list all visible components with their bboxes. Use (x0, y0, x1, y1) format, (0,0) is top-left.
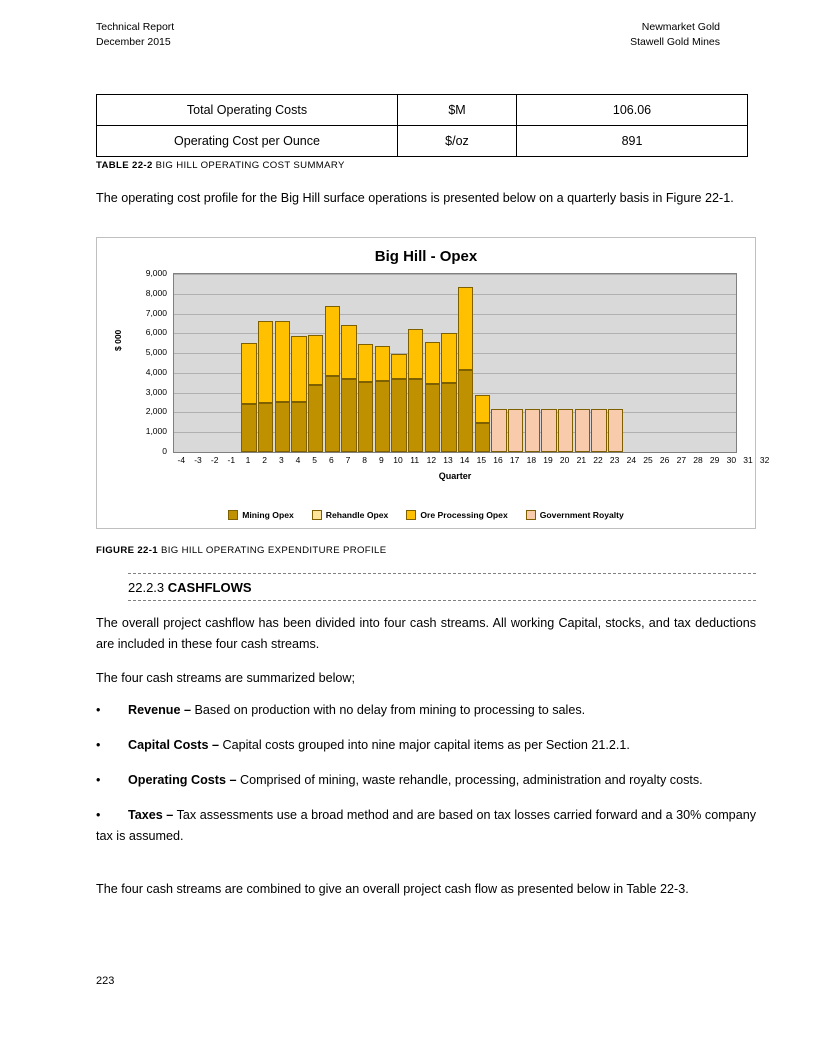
chart-x-tick: 11 (410, 455, 420, 465)
chart-bar-segment (458, 287, 473, 370)
list-item-desc: Capital costs grouped into nine major capital items as per Section 21.2.1. (218, 738, 630, 752)
chart-legend-item (228, 510, 294, 520)
chart-bar-segment (475, 423, 490, 452)
chart-x-tick-labels (173, 455, 770, 469)
chart-legend-item (312, 510, 389, 520)
chart-bar (508, 409, 523, 452)
list-item-text (96, 700, 756, 721)
chart-bar (341, 325, 356, 452)
chart-legend-label: Rehandle Opex (325, 510, 389, 520)
table-caption-number: TABLE 22-2 (96, 160, 153, 171)
list-item-text (96, 735, 756, 756)
list-item (96, 805, 756, 847)
chart-x-tick: 9 (378, 455, 384, 465)
running-head-left (96, 20, 174, 50)
paragraph-cashflow: The overall project cashflow has been divided into four cash streams. All working Capital, stocks, and tax deductions are included in these four cash streams. (96, 616, 756, 651)
chart-y-tick: 8,000 (145, 287, 167, 298)
list-item-text (96, 805, 756, 847)
chart-bar (391, 354, 406, 452)
chart-y-tick: 7,000 (145, 307, 167, 318)
chart-bar (591, 409, 606, 452)
chart-x-tick: 16 (493, 455, 503, 465)
list-item (96, 735, 756, 756)
chart-bar (375, 346, 390, 452)
chart-x-tick: 25 (643, 455, 653, 465)
chart-y-tick: 5,000 (145, 347, 167, 358)
bullet-marker: • (96, 808, 101, 822)
chart-bar-segment (408, 379, 423, 452)
chart-bar-segment (441, 383, 456, 452)
figure-big-hill-opex (96, 237, 770, 529)
chart-bar-segment (375, 381, 390, 452)
chart-bar-segment (291, 402, 306, 452)
bullet-marker: • (96, 738, 101, 752)
list-item (96, 770, 756, 791)
row-unit: $M (398, 95, 517, 126)
chart-x-tick: 4 (295, 455, 301, 465)
row-value: 891 (517, 126, 748, 157)
chart-x-tick: 17 (509, 455, 520, 465)
chart-bar-segment (491, 409, 506, 452)
chart-x-tick: 14 (459, 455, 470, 465)
chart-bar-segment (325, 306, 340, 376)
list-item-label: Capital Costs – (128, 738, 219, 752)
chart-legend-swatch (228, 510, 238, 520)
chart-bar-segment (241, 343, 256, 403)
chart-bar-segment (508, 409, 523, 452)
chart-legend-swatch (406, 510, 416, 520)
list-item-desc: Comprised of mining, waste rehandle, processing, administration and royalty costs. (236, 773, 703, 787)
running-head (96, 20, 720, 50)
list-item-label: Revenue – (128, 703, 191, 717)
list-item-desc: Tax assessments use a broad method and are based on tax losses carried forward and a 30% company tax is assumed. (96, 808, 756, 843)
chart-bar (541, 409, 556, 452)
chart-bar-segment (575, 409, 590, 452)
chart-bar (325, 306, 340, 452)
chart-x-tick: -4 (177, 455, 186, 465)
chart-legend (97, 510, 755, 520)
chart-bar-segment (325, 376, 340, 452)
chart-y-tick-labels (129, 268, 169, 456)
chart-bar-segment (291, 336, 306, 401)
chart-legend-label: Mining Opex (242, 510, 294, 520)
chart-bar-segment (541, 409, 556, 452)
row-unit: $/oz (398, 126, 517, 157)
chart-x-tick: 23 (609, 455, 620, 465)
chart-bar-segment (475, 395, 490, 424)
chart-bar (441, 333, 456, 452)
section-heading (128, 574, 756, 600)
figure-caption-number: FIGURE 22-1 (96, 545, 158, 556)
chart-bar-segment (375, 346, 390, 381)
chart-y-tick: 6,000 (145, 327, 167, 338)
chart-x-tick: -2 (210, 455, 219, 465)
chart-legend-label: Ore Processing Opex (420, 510, 508, 520)
chart-x-tick: 24 (626, 455, 637, 465)
report-date: December 2015 (96, 36, 171, 48)
chart-bar-segment (425, 384, 440, 452)
chart-bar (241, 343, 256, 452)
chart-x-tick: 31 (743, 455, 753, 465)
report-type: Technical Report (96, 21, 175, 33)
row-value: 106.06 (517, 95, 748, 126)
chart-x-tick: 1 (245, 455, 251, 465)
chart-x-tick: 21 (576, 455, 587, 465)
chart-bar (258, 321, 273, 453)
chart-bar-segment (458, 370, 473, 452)
site-name: Stawell Gold Mines (630, 36, 720, 48)
chart-plot-area (173, 273, 737, 453)
table-row (97, 126, 748, 157)
chart-bar (291, 336, 306, 452)
chart-y-tick: 4,000 (145, 366, 167, 377)
section-number: 22.2.3 (128, 580, 165, 595)
list-item-label: Taxes – (128, 808, 174, 822)
bullet-marker: • (96, 703, 101, 717)
figure-caption-text: BIG HILL OPERATING EXPENDITURE PROFILE (160, 545, 387, 556)
chart-y-tick: 0 (162, 446, 167, 456)
chart-x-tick: 10 (393, 455, 403, 465)
chart-y-axis-title: $ 000 (113, 329, 123, 351)
chart-bar-segment (408, 329, 423, 378)
chart-bar-segment (258, 321, 273, 403)
row-label: Operating Cost per Ounce (97, 126, 398, 157)
chart-bar-segment (608, 409, 623, 452)
chart-x-tick: 32 (759, 455, 770, 465)
chart-bar-segment (258, 403, 273, 452)
chart-bar-segment (391, 354, 406, 379)
chart-bars (174, 274, 736, 452)
chart-x-tick: 3 (278, 455, 284, 465)
chart-bar-segment (425, 342, 440, 384)
chart-x-tick: 22 (593, 455, 603, 465)
chart-x-tick: -1 (227, 455, 236, 465)
chart-x-tick: 6 (328, 455, 334, 465)
paragraph-summary: The four cash streams are summarized below; (96, 671, 355, 685)
paragraph-combined: The four cash streams are combined to give an overall project cash flow as presented below in Table 22-3. (96, 882, 689, 896)
chart-legend-swatch (526, 510, 536, 520)
chart-bar-segment (525, 409, 540, 452)
chart-title: Big Hill - Opex (374, 248, 478, 265)
chart-bar (475, 395, 490, 452)
chart-bar-segment (241, 404, 256, 452)
chart-x-tick: 19 (543, 455, 553, 465)
chart-bar-segment (341, 325, 356, 378)
list-item-text (96, 770, 756, 791)
list-item-label: Operating Costs – (128, 773, 237, 787)
chart-bar-segment (391, 379, 406, 452)
chart-bar (358, 344, 373, 452)
chart-legend-item (406, 510, 507, 520)
company-name: Newmarket Gold (641, 21, 720, 33)
chart-y-tick: 1,000 (145, 426, 167, 437)
chart-x-tick: 28 (693, 455, 703, 465)
chart-bar-segment (275, 321, 290, 402)
chart-bar (425, 342, 440, 452)
row-label: Total Operating Costs (97, 95, 398, 126)
chart-x-tick: 2 (262, 455, 268, 465)
chart-x-tick: 7 (345, 455, 351, 465)
chart-legend-swatch (312, 510, 322, 520)
chart-bar (558, 409, 573, 452)
chart-x-axis-title: Quarter (438, 471, 472, 481)
chart-x-tick: 30 (726, 455, 737, 465)
chart-x-tick: 29 (709, 455, 720, 465)
chart-y-tick: 2,000 (145, 406, 167, 417)
chart-x-tick: 8 (362, 455, 368, 465)
list-item-desc: Based on production with no delay from mining to processing to sales. (191, 703, 586, 717)
chart-bar (525, 409, 540, 452)
running-head-right (630, 20, 720, 50)
chart-legend-item (526, 510, 624, 520)
chart-bar-segment (308, 385, 323, 452)
heading-rule-bottom (128, 600, 756, 601)
chart-bar (275, 321, 290, 453)
chart-bar (458, 287, 473, 452)
chart-bar-segment (591, 409, 606, 452)
chart-x-tick: 20 (559, 455, 570, 465)
page-number: 223 (96, 975, 115, 987)
chart-bar-segment (308, 335, 323, 384)
chart-plot-wrapper (113, 268, 770, 481)
chart-x-tick: 18 (526, 455, 537, 465)
chart-x-tick: 26 (659, 455, 670, 465)
chart-x-tick: 12 (426, 455, 437, 465)
chart-bar (491, 409, 506, 452)
chart-bar (575, 409, 590, 452)
chart-x-tick: -3 (194, 455, 202, 465)
chart-bar-segment (341, 379, 356, 452)
cash-stream-bullets (96, 700, 756, 861)
chart-bar-segment (358, 344, 373, 382)
chart-x-tick: 13 (443, 455, 453, 465)
section-heading-block (128, 573, 756, 601)
chart-bar-segment (441, 333, 456, 382)
figure-caption (96, 545, 386, 556)
chart-bar (608, 409, 623, 452)
operating-cost-table (96, 94, 748, 157)
chart-bar-segment (558, 409, 573, 452)
chart-x-tick: 27 (676, 455, 687, 465)
chart-bar (408, 329, 423, 452)
chart-bar (308, 335, 323, 452)
chart-x-tick: 15 (476, 455, 487, 465)
table-caption-text: BIG HILL OPERATING COST SUMMARY (155, 160, 345, 171)
paragraph-profile: The operating cost profile for the Big Hill surface operations is presented below on a quarterly basis in Figure 22-1. (96, 191, 734, 205)
chart-bar-segment (358, 382, 373, 452)
chart-x-tick: 5 (312, 455, 318, 465)
table-caption (96, 160, 345, 171)
bullet-marker: • (96, 773, 101, 787)
section-title: CASHFLOWS (167, 580, 252, 595)
list-item (96, 700, 756, 721)
chart-y-tick: 9,000 (145, 268, 167, 278)
chart-y-tick: 3,000 (145, 386, 167, 397)
chart-legend-label: Government Royalty (539, 510, 624, 520)
chart-bar-segment (275, 402, 290, 452)
table-row (97, 95, 748, 126)
